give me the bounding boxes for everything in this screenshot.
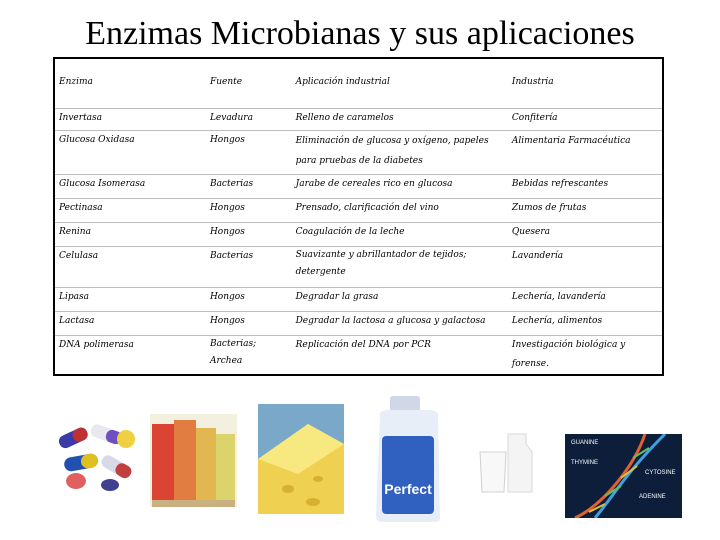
table-cell: DNA polimerasa	[59, 339, 134, 350]
bottle-brand-label: Perfect	[384, 481, 432, 497]
header-cell: Enzima	[55, 59, 206, 108]
table-cell: Prensado, clarificación del vino	[292, 198, 508, 222]
table-row	[55, 335, 662, 375]
enzyme-table	[53, 57, 664, 376]
table-cell: Investigación biológica y forense.	[511, 339, 626, 369]
dna-label: THYMINE	[571, 460, 598, 466]
table-cell: Relleno de caramelos	[292, 108, 508, 130]
table-cell: Lechería, lavandería	[508, 287, 662, 311]
table-cell: Replicación del DNA por PCR	[295, 339, 431, 350]
table-cell: Hongos	[206, 130, 292, 174]
table-row	[55, 198, 662, 222]
table-cell: Degradar la lactosa a glucosa y galactosa	[292, 311, 508, 335]
table-row	[55, 287, 662, 311]
table-cell: Jarabe de cereales rico en glucosa	[292, 174, 508, 198]
table-cell: Lactasa	[55, 311, 206, 335]
header-cell: Fuente	[206, 59, 292, 108]
table-cell: Degradar la grasa	[292, 287, 508, 311]
table-cell: Hongos	[206, 287, 292, 311]
table-cell: Hongos	[206, 311, 292, 335]
table-row	[55, 246, 662, 287]
table-cell: Eliminación de glucosa y oxígeno, papeles para pruebas de la diabetes	[292, 130, 508, 174]
header-cell: Aplicación industrial	[292, 59, 508, 108]
table-cell: Bacterias; Archea	[209, 338, 257, 366]
dna-label: GUANINE	[571, 440, 599, 446]
table-cell: Bacterias	[206, 174, 292, 198]
table-header-row	[55, 59, 662, 108]
dna-label: CYTOSINE	[645, 470, 676, 476]
dna-image	[565, 434, 682, 518]
table-row	[55, 130, 662, 174]
table-cell: Invertasa	[55, 108, 206, 130]
table-row	[55, 108, 662, 130]
table-cell: Renina	[55, 222, 206, 246]
dna-label: ADENINE	[639, 494, 666, 500]
table-cell: Celulasa	[55, 246, 206, 287]
table-cell: Zumos de frutas	[508, 198, 662, 222]
table-cell: Lipasa	[55, 287, 206, 311]
juice-glasses-image	[150, 414, 237, 507]
milk-image	[474, 426, 537, 496]
table-row	[55, 222, 662, 246]
table-cell: Glucosa Isomerasa	[55, 174, 206, 198]
table-row	[55, 174, 662, 198]
table-cell: Alimentaria Farmacéutica	[508, 130, 662, 174]
table-cell: Lechería, alimentos	[508, 311, 662, 335]
page-title: Enzimas Microbianas y sus aplicaciones	[85, 15, 635, 52]
pills-image	[54, 417, 140, 493]
table-cell: Pectinasa	[55, 198, 206, 222]
table-cell: Hongos	[206, 222, 292, 246]
table-cell: Suavizante y abrillantador de tejidos; detergente	[292, 246, 508, 287]
cheese-image	[258, 404, 344, 514]
table-cell: Quesera	[508, 222, 662, 246]
table-cell: Lavandería	[508, 246, 662, 287]
table-cell: Glucosa Oxidasa	[55, 130, 206, 174]
table-cell: Confitería	[508, 108, 662, 130]
table-cell: Coagulación de la leche	[292, 222, 508, 246]
table-cell: Hongos	[206, 198, 292, 222]
header-cell: Industria	[508, 59, 662, 108]
detergent-bottle-image	[368, 396, 450, 523]
table-cell: Bebidas refrescantes	[508, 174, 662, 198]
table-row	[55, 311, 662, 335]
table-cell: Bacterias	[206, 246, 292, 287]
table-cell: Levadura	[206, 108, 292, 130]
